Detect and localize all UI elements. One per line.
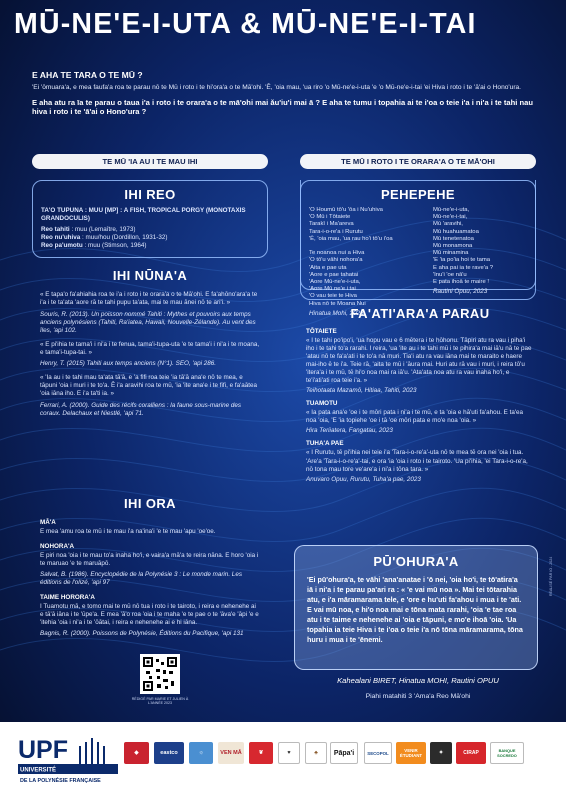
taime-hororaa-cite: Bagnis, R. (2000). Poissons de Polynésie, Éditions du Pacifique, 'api 131: [40, 630, 244, 638]
qr-caption: RÉDIGÉ PAR MARIE ET JULIEN À L'ANNÉE 2023: [131, 697, 189, 706]
tuhaa-pae-text: « I Rurutu, tē pi'ihia nei teie i'a 'Tara-i-o-re'a'-uta nō te mea tē ora nei 'oia i tua. 'Are'a 'Tara-i-o-re'a'-tai, e ora 'ia 'oia i roto i te tairoto. 'Ua pi'ihia, 'ei Tara-i-o-re'a, nō tona mau tore ve'are'a i ni'a i tōna tara. »: [306, 449, 528, 473]
pehepehe-col1-line: Tarakī i Ma'areva: [309, 221, 354, 228]
ihi-nunaa-cite-1: Souris, R. (2013). Un poisson nommé Tahiti : Mythes et pouvoirs aux temps anciens polynésiens (Tahiti, Ra'iatea, Hawaii, Nouvelle-Zélande). Au vent des îles, 'api 102.: [40, 311, 256, 335]
nohoraa-cite: Salvat, B. (1986). Encyclopédie de la Polynésie 3 : Le monde marin. Les éditions de l'olizé, 'api 97: [40, 571, 242, 587]
pehepehe-col1-line: 'O vau teie te Hiva: [309, 293, 357, 300]
ihi-nunaa-cite-2: Henry, T. (2015) Tahiti aux temps anciens (N°1). SEO, 'api 286.: [40, 360, 217, 368]
tuamotu-label: TUAMOTU: [306, 400, 338, 408]
pehepehe-col2-line: 'E 'ia po'ia hoi te tama: [433, 257, 491, 264]
ihi-reo-box: [32, 180, 268, 258]
ihi-nunaa-section: [32, 268, 268, 418]
qr-code[interactable]: [140, 654, 180, 694]
pehepehe-col2-line: Mū huahuamatoa: [433, 228, 479, 235]
ihi-reo-label-tahiti: Reo tahiti: [41, 226, 70, 234]
totaiete-label: TŌTAIETE: [306, 328, 337, 335]
pehepehe-col2-cite: Rautini Opuu, 2023: [433, 288, 488, 296]
ihi-nunaa-quote-1: « E tapa'o fa'ahiahia roa te i'a i roto i te orara'a o te Mā'ohi. E fa'ahōno'ara'a te i'a i te ta'ata 'aore rā te tahi pupu ta'ata, mai te mau ānei nō te ari'i. »: [40, 291, 258, 307]
svg-text:UNIVERSITÉ: UNIVERSITÉ: [20, 767, 57, 774]
pehepehe-col2-line: E aha pai ia te rave'a ?: [433, 264, 494, 271]
ihi-reo-line-nuuhiva: [41, 234, 259, 242]
intro-section: [32, 70, 537, 116]
page-title: MŪ-NE'E-I-UTA & MŪ-NE'E-I-TAI: [14, 8, 477, 40]
ihi-reo-line-paumotu: [41, 242, 259, 250]
pehepehe-col2-line: E pata ihoā te maire !: [433, 279, 489, 286]
partner-logo-eastco: eastco: [154, 742, 184, 764]
maa-text: E mea 'amu roa te mū i te mau i'a na'ina'i 'e te mau 'apu 'oe'oe.: [40, 528, 216, 535]
pehepehe-col1-line: Tara-i-o-re'a i Rurutu: [309, 228, 363, 235]
partner-logos: [124, 742, 564, 768]
puohuraa-title: PŪ'OHURA'A: [373, 554, 459, 569]
ihi-nunaa-title: IHI NŪNA'A: [112, 268, 188, 283]
partner-logo-venir-etudiant: VENIR ÉTUDIANT: [396, 742, 426, 764]
partner-logo-socredo: BANQUE SOCREDO: [490, 742, 524, 764]
ihi-reo-text-tahiti: : muu (Lemaître, 1973): [71, 226, 136, 234]
tuhaa-pae-label: TUHA'A PAE: [306, 440, 344, 448]
pehepehe-col1-line: 'O tō'u vāhi nohora'a: [309, 257, 363, 264]
totaiete-text: « I te tahi po'ipo'i, 'ua hopu vau e 6 mētera i te hōhonu. Tāpiri atu ra vau i piha'i iho i te tahi to'a rarahi. I reira, 'ua 'ite au i te tahi mū i te pihira'a mai iā'u nā te pae 'atau nō te fa'a'ati i te to'a nā muri. Tia'i atu ra vau iāna mai te maraito e haere mai-iho ē te i'a. Teie rā, 'aita te mū i 'āura mai. Huri atu rā vau i muri, i reira tō'u 'itera'a i te mū, tē hi'o noa mai ra iā'u. 'Ata'ata noa atu ra vau inaha ho'i, e te'i'ati'ati roa teie i'a. »: [306, 337, 532, 385]
faatiaraa-section: [306, 306, 534, 484]
taime-hororaa-text: I Tuamotu mā, e tomo mai te mū nō tua i roto i te tairoto, i reira e nehenehe ai e tā'ā iāna i te 'ūpe'a. E mea 'ā'o roa 'oia i te maha 'e te pae o te 'āva'e 'āpi 'e e 'itehia 'oia i ni'a i te 'ōātai, i reira e nehenehe ai e hi iāna.: [40, 603, 259, 627]
pehepehe-col1-line: 'Aore Mū ne'e i tai: [309, 286, 356, 293]
pehepehe-col1-line: 'O Mū i Tōtaiete: [309, 214, 351, 221]
ihi-reo-text-nuuhiva: : muu/hou (Dordillon, 1931-32): [82, 234, 168, 242]
pehepehe-col2-line: Mū tenetenatoa: [433, 235, 474, 242]
ihi-nunaa-quote-3: « 'Ia au i te tahi mau ta'ata tā'ā, e 'a fifi roa teie 'ia tā'ā ana'e nō te mea, e tāpuni 'oia i muri i te to'a. Ē i'a aravihi roa te mū, 'ia 'ite ana'e i te fifi, e fa'aātea 'oia iāna iho. E i'a ta'ti ia. »: [40, 374, 258, 398]
logo-bar: [0, 722, 566, 800]
nohoraa-label: NOHORA'A: [40, 543, 75, 551]
pehepehe-col1-line: 'O Houmū tō'u 'ōa i Nu'uhiva: [309, 207, 383, 213]
pehepehe-col2-line: Mū-ne'e-i-tai,: [433, 214, 468, 221]
pehepehe-col1-line: 'Aore Mū-ne'e-i-uta,: [309, 279, 361, 286]
pehepehe-col1-line: 'Ē, 'oia mau, 'ua rau ho'i tō'u i'oa: [309, 235, 393, 242]
totaiete-cite: Teihotaata Mazamō, Hitiaa, Tahiti, 2023: [306, 387, 417, 395]
pehepehe-col2-line: Mū minamina: [433, 250, 469, 257]
intro-question-2: E aha atu ra īa te parau o taua i'a i roto i te orara'a o te mā'ohi mai ǎu'iu'i mai ā ? E aha te tumu i topahia ai te i'oa o teie i'a i ni'a i te tahi nau hiva i roto i te 'ā'ai o Hono'ura ?: [32, 97, 533, 116]
upf-emblem-icon: [18, 732, 118, 790]
maa-label: MĀ'A: [40, 519, 56, 526]
pehepehe-col1-line: 'Aore e pae tahatai: [309, 271, 359, 278]
tuamotu-text: « Ia pata ana'e 'oe i te mōri pata i ni'a i te mū, e ta 'oia e hā'uti fa'ahou. E ta'ea noa 'oia, 'E 'ia topiehe 'oe i tā 'oe mōri pata e mo'e noa 'oia. »: [306, 409, 524, 425]
svg-text:DE LA POLYNÉSIE FRANÇAISE: DE LA POLYNÉSIE FRANÇAISE: [20, 778, 101, 784]
pehepehe-columns: [309, 207, 527, 318]
intro-question-1: E AHA TE TARA O TE MŪ ?: [32, 70, 143, 80]
pehepehe-col2-line: Mū monamona: [433, 243, 473, 250]
partner-logo-8: ♣: [305, 742, 327, 764]
ihi-nunaa-cite-3: Ferrari, A. (2000). Guide des récifs coralliens : la faune sous-marine des coraux. Delachaux et Niestlé, 'api 71.: [40, 401, 242, 417]
tuhaa-pae-cite: Anuvaro Opuu, Rurutu, Tuha'a pae, 2023: [306, 475, 421, 483]
partner-logo-12: ✦: [430, 742, 452, 764]
pehepehe-title: PEHEPEHE: [380, 187, 455, 202]
left-column-header: TE MŪ 'IA AU I TE MAU IHI: [32, 154, 268, 169]
pehepehe-column-2: [433, 207, 527, 318]
pehepehe-col1-line: 'Aita e pae uta: [309, 264, 347, 271]
partner-logo-2: ◆: [124, 742, 149, 764]
faatiaraa-title: FA'ATI'ARA'A PARAU: [350, 306, 490, 321]
partner-logo-7: ♥: [278, 742, 300, 764]
qr-code-icon: [143, 657, 177, 691]
tuamotu-cite: Hira Teriiatera, Fangatau, 2023: [306, 427, 393, 435]
pehepehe-col2-line: Mū 'aravihi,: [433, 221, 463, 228]
right-column-header: TE MŪ I ROTO I TE ORARA'A O TE MĀ'OHI: [300, 154, 536, 169]
intro-answer-1: 'Ei 'ōmuara'a, e mea faufa'a roa te parau nō te Mū i roto i te hi'ora'a o te Mā'ohi. 'Ē, 'oia mau, 'ua riro 'o Mū-ne'e-i-uta 'e 'o Mū-ne'e-i-tai 'ei Hiva i roto i te 'ā'ai o Hono'ura.: [32, 84, 522, 92]
program-line: Piahi matahiti 3 'Ama'a Reo Mā'ohi: [365, 693, 471, 700]
pehepehe-col1-line: Te noanoa nui a Hiva: [309, 250, 365, 257]
upf-logo: [18, 732, 118, 790]
partner-logo-6: ❦: [249, 742, 273, 764]
side-credit: RÉALISÉ PAR IO - 2024: [549, 556, 553, 596]
puohuraa-box: [294, 545, 538, 670]
authors: Kahealani BIRET, Hinatua MOHI, Rautini OPUU: [337, 676, 499, 685]
pehepehe-col2-line: 'Inu'i 'oe nā'u: [433, 271, 467, 278]
ihi-reo-label-nuuhiva: Reo nu'uhiva: [41, 234, 81, 242]
ihi-reo-text-paumotu: : muu (Stimson, 1964): [84, 242, 147, 250]
ihi-reo-tupuna: TA'O TUPUNA : MUU [MP] : A FISH, TROPICAL PORGY (MONOTAXIS GRANDOCULIS): [41, 207, 246, 223]
pehepehe-col2-line: Mū-ne'e-i-uta,: [433, 207, 470, 213]
ihi-reo-line-tahiti: [41, 226, 259, 234]
pehepehe-col1-cite: Hinatua Mohi, 2023: [309, 309, 364, 317]
ihi-ora-section: [32, 496, 268, 638]
pehepehe-col1-line: Hiva nō te Moana Nui: [309, 300, 366, 307]
svg-text:UPF: UPF: [18, 736, 68, 764]
partner-logo-ven-ma: VEN MĀ: [218, 742, 244, 764]
ihi-nunaa-quote-2: « E pi'ihia te tama'i i ni'a i te fenua, tama'i-tupa-uta 'e te tama'i i ni'a i te moana, e tama'i-tupa-tai. »: [40, 341, 260, 357]
partner-logo-papai: Pāpa'i: [330, 742, 358, 764]
ihi-ora-title: IHI ORA: [124, 496, 176, 511]
taime-hororaa-label: TAIME HORORA'A: [40, 594, 95, 602]
partner-logo-cirap: CIRAP: [456, 742, 486, 764]
pehepehe-column-1: [309, 207, 427, 318]
partner-logo-secopol: SECOPOL: [364, 742, 392, 764]
ihi-reo-label-paumotu: Reo pa'umotu: [41, 242, 83, 250]
nohoraa-text: E piri noa 'oia i te mau to'a inaha ho'i, e vaira'a mā'a te reira nāna. E horo 'oia i te maruao 'e te maruāpō.: [40, 552, 259, 568]
pehepehe-col1-line: [309, 243, 427, 250]
puohuraa-text: 'Ei pū'ohura'a, te vāhi 'ana'anatae i 'ō nei, 'oia ho'i, te tō'atira'a iā i ni'a i te parau pa'ari ra : « 'e vai mū noa ». Mai tei tōtarahia atu, e i'a māramarama tele, e 'ore e hu'uti fa'ahou i mua i te 'ati. E vai mū noa, e hi'o noa mai e tōna mata rarahi, 'oia 'e tae roa atu i te taime e nehenehe ai 'oia e tāpuni, e mo'e ihoā 'oia. 'Ua topahia ia teie Hiva i te i'oa o teie i'a nō tōna māramarama, tōna huru i mua i te 'ēnemi.: [307, 575, 523, 644]
partner-logo-4: ☼: [189, 742, 213, 764]
ihi-reo-title: IHI REO: [124, 187, 176, 202]
